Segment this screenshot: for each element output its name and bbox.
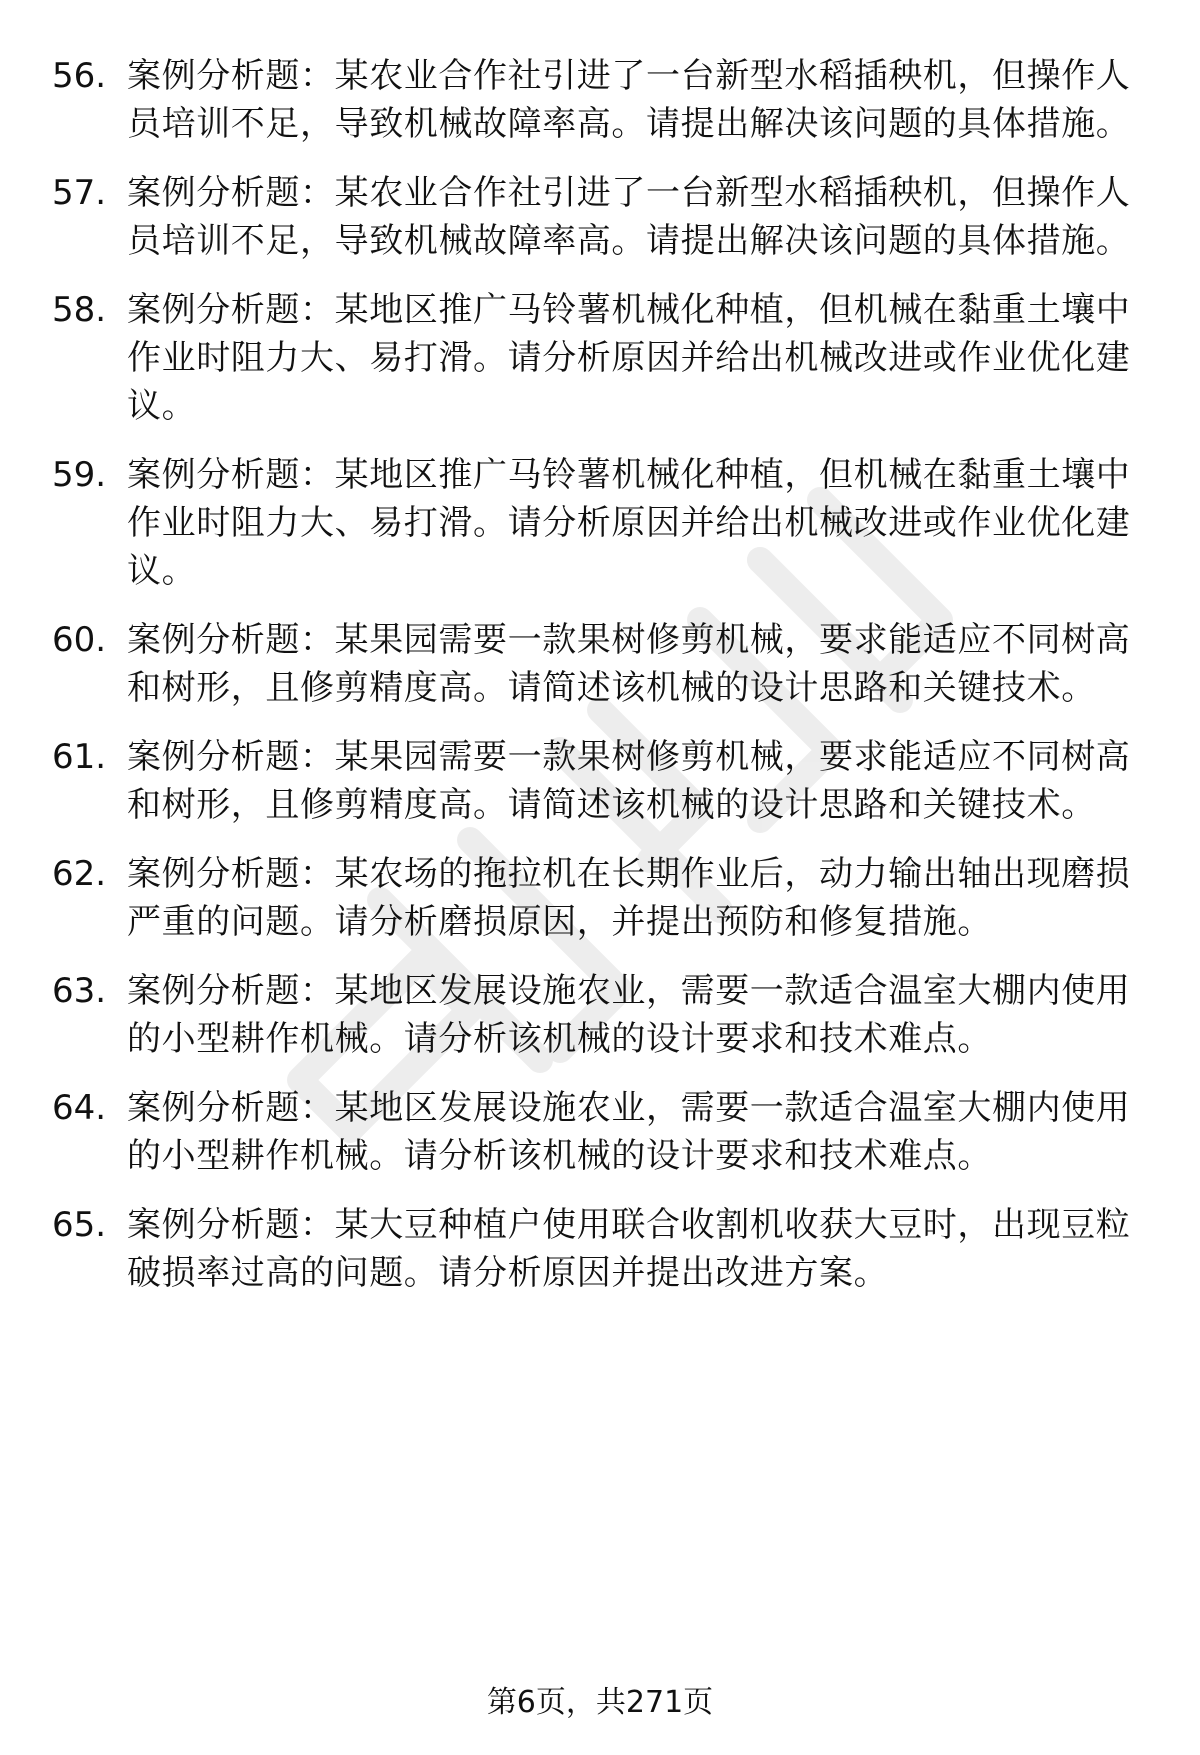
question-number: 57. (52, 173, 107, 213)
page-number-label: 第6页，共271页 (486, 1685, 714, 1720)
question-item (0, 1084, 1200, 1180)
page-footer (0, 1681, 1200, 1725)
question-item (0, 967, 1200, 1063)
question-number: 60. (52, 620, 107, 660)
question-text: 案例分析题：某地区推广马铃薯机械化种植，但机械在黏重土壤中作业时阻力大、易打滑。请分析原因并给出机械改进或作业优化建议。 (127, 455, 1131, 591)
question-item (0, 169, 1200, 265)
question-item (0, 286, 1200, 430)
question-text: 案例分析题：某果园需要一款果树修剪机械，要求能适应不同树高和树形，且修剪精度高。请简述该机械的设计思路和关键技术。 (127, 737, 1131, 825)
question-number: 62. (52, 854, 107, 894)
question-text: 案例分析题：某大豆种植户使用联合收割机收获大豆时，出现豆粒破损率过高的问题。请分析原因并提出改进方案。 (127, 1205, 1131, 1293)
question-number: 64. (52, 1088, 107, 1128)
question-text: 案例分析题：某地区发展设施农业，需要一款适合温室大棚内使用的小型耕作机械。请分析该机械的设计要求和技术难点。 (127, 1088, 1131, 1176)
question-list (0, 52, 1200, 1318)
question-text: 案例分析题：某农业合作社引进了一台新型水稻插秧机，但操作人员培训不足，导致机械故障率高。请提出解决该问题的具体措施。 (127, 56, 1131, 144)
question-text: 案例分析题：某果园需要一款果树修剪机械，要求能适应不同树高和树形，且修剪精度高。请简述该机械的设计思路和关键技术。 (127, 620, 1131, 708)
question-number: 59. (52, 455, 107, 495)
question-number: 61. (52, 737, 107, 777)
question-number: 58. (52, 290, 107, 330)
question-text: 案例分析题：某农场的拖拉机在长期作业后，动力输出轴出现磨损严重的问题。请分析磨损原因，并提出预防和修复措施。 (127, 854, 1131, 942)
question-number: 63. (52, 971, 107, 1011)
question-item (0, 1201, 1200, 1297)
question-item (0, 616, 1200, 712)
question-number: 56. (52, 56, 107, 96)
question-item (0, 451, 1200, 595)
question-text: 案例分析题：某地区发展设施农业，需要一款适合温室大棚内使用的小型耕作机械。请分析该机械的设计要求和技术难点。 (127, 971, 1131, 1059)
question-text: 案例分析题：某地区推广马铃薯机械化种植，但机械在黏重土壤中作业时阻力大、易打滑。请分析原因并给出机械改进或作业优化建议。 (127, 290, 1131, 426)
question-text: 案例分析题：某农业合作社引进了一台新型水稻插秧机，但操作人员培训不足，导致机械故障率高。请提出解决该问题的具体措施。 (127, 173, 1131, 261)
question-number: 65. (52, 1205, 107, 1245)
question-item (0, 850, 1200, 946)
question-item (0, 733, 1200, 829)
question-item (0, 52, 1200, 148)
